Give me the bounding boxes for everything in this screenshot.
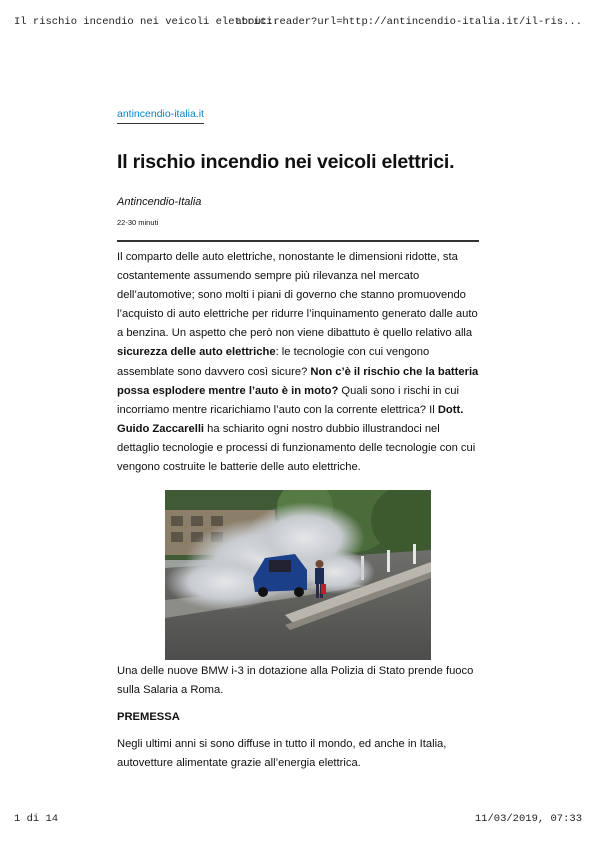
site-link[interactable]: antincendio-italia.it <box>117 108 204 124</box>
article-title: Il rischio incendio nei veicoli elettrici. <box>117 151 455 173</box>
bold-run: sicurezza delle auto elettriche <box>117 346 276 359</box>
text-run: : le tecnologie con cui vengono assemblate sono davvero così sicure? <box>117 346 430 378</box>
intro-paragraph <box>117 248 479 477</box>
browser-page-title: Il rischio incendio nei veicoli elettrici. <box>14 16 279 28</box>
car-fire-photo <box>165 490 431 660</box>
body-paragraph: Negli ultimi anni si sono diffuse in tutto il mondo, ed anche in Italia, autovetture alimentate grazie all’energia elettrica. <box>117 738 447 770</box>
bold-run: Non c’è il rischio che la batteria possa esplodere mentre l’auto è in moto? <box>117 365 479 397</box>
divider <box>117 240 479 242</box>
page-indicator: 1 di 14 <box>14 813 59 825</box>
print-datetime: 11/03/2019, 07:33 <box>474 813 582 825</box>
article-author: Antincendio-Italia <box>117 196 202 208</box>
section-heading: PREMESSA <box>117 711 180 724</box>
read-time: 22-30 minuti <box>117 218 159 227</box>
bold-run: Dott. Guido Zaccarelli <box>117 403 464 435</box>
text-run: ha schiarito ogni nostro dubbio illustrandoci nel dettaglio tecnologie e processi di funzionamento delle tecnologie con cui vengono costruite le batterie delle auto elettriche. <box>117 422 476 474</box>
browser-url[interactable]: about:reader?url=http://antincendio-italia.it/il-ris... <box>235 16 582 28</box>
image-caption: Una delle nuove BMW i-3 in dotazione alla Polizia di Stato prende fuoco sulla Salaria a Roma. <box>117 665 474 697</box>
article <box>117 104 479 774</box>
text-run: Quali sono i rischi in cui incorriamo mentre ricarichiamo l’auto con la corrente elettrica? Il <box>117 384 459 416</box>
text-run: Il comparto delle auto elettriche, nonostante le dimensioni ridotte, sta costantemente assumendo sempre più rilevanza nel mercato dell’automotive; sono molti i piani di governo che stanno promuovendo l’acquisto di auto elettriche per ridurre l’inquinamento generato dalle auto a benzina. Un aspetto che però non viene dibattuto è quello relativo alla <box>117 251 478 340</box>
